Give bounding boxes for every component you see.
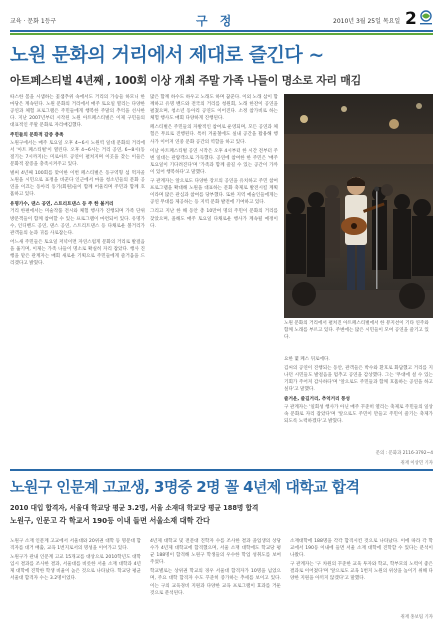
article-paragraph: 4년제 대학교 및 전문대 진학자 수를 조사한 결과 졸업생의 상당수가 4년제 대학교에 합격했으며, 서울 소재 대학에도 학교당 평균 188명이 합격해 노원구 학생들의 우수한 학업 성취도를 보여주었다. [150,539,281,566]
story1-byline [284,446,433,466]
article-paragraph: 벌써 4년째 100회를 맞이한 이번 페스티벌은 동구역형 섬 먹자골 노원을 시민으로 표정을 바꾼다 인근에서 마을 청소년들의 문화 공연을 이끄는 동아리 동기(회원)들이 함께 어울리며 주민과 함께 호흡하고 있다. [10,170,145,198]
article-paragraph: 거리 한편에서는 미술작품 전시와 체험 행사가 진행되며 가족 단위 방문객들이 함께 참여할 수 있는 프로그램이 마련되어 있다. 유명가수, 인디밴드 공연, 댄스 공연, 스트리트댄스 등 다채로운 볼거리가 관객들의 눈과 귀를 사로잡는다. [10,209,145,236]
story2-column-1 [10,538,141,624]
article-paragraph: 구 관계자는 앞으로도 다양한 장르의 공연을 유치하고 주민 참여 프로그램을 확대해 노원을 대표하는 문화 축제로 발전시킬 계획이라며 많은 관심과 참여를 당부했다. 또한 지역 예술인들에게는 공연 무대를 제공하는 등 지역 문화 발전에 기여하고 있다. [150,179,278,206]
section-subheading: 즐거운, 즐길거리, 추억거리 풍성 [284,397,350,403]
article-paragraph: 노원구가 관내 인문계 고교 15개교를 대상으로 2010학년도 대학입시 결과를 조사한 결과, 서울대를 비롯한 서울 소재 대학과 4년제 대학에 진학한 학생 비율이 높은 것으로 나타났다. 학교당 평균 서울대 합격자 수는 3.2명이었다. [10,555,141,582]
story1-photo [284,94,433,318]
story2-subhead-2: 노원구, 인문고 각 학교서 190등 이내 들면 서울소재 대학 간다 [10,516,210,525]
story2-headline: 노원구 인문계 고교생, 3명중 2명 꼴 4년제 대학교 합격 [10,478,360,496]
article-paragraph: 구 관계자는 '일회성 행사가 아닌 매주 꾸준히 열리는 축제로 주민들의 일상 속 문화로 자리 잡았다'며 '앞으로도 주민이 만들고 주민이 즐기는 축제가 되도록 노력하겠다'고 밝혔다. [284,404,433,424]
article-paragraph: 노원구에서는 매주 토요일 오후 4~6시 노원역 일대 문화의 거리에서 '아트 페스티벌'이 열린다. 오후 4~6시는 거리 공연, 6~8시(동절기는 7시까지)는 미로아트 공연이 펼쳐지며 이곳을 찾는 이들은 문화적 갈증을 충족시켜주고 있다. [10,140,145,167]
article-paragraph: 구 관계자는 '구 차원의 꾸준한 교육 투자와 학교, 학부모의 노력이 좋은 결과로 이어졌다'며 '앞으로도 교육 1번지 노원의 위상을 높이기 위해 다양한 지원을 아끼지 않겠다'고 말했다. [290,562,433,582]
story1-photo-caption: 노원 문화의 거리에서 펼쳐진 아트페스티벌에서 한 뮤지션이 기타 연주와 함께 노래를 부르고 있다. 주변에는 많은 시민들이 모여 공연을 즐기고 있다. [284,321,429,340]
article-paragraph: 이날 아트페스티벌 공연 시작은 오후 4시부터 한 시간 전부터 주변 일대는 관람객으로 가득했다. 공연에 참여한 한 주민은 '매주 토요일이 기다려진다'며 '가족과 함께 즐길 수 있는 공간이 가까이 있어 행복하다'고 말했다. [150,148,278,175]
story1-contact: 문의 : 문화과 2116-3792~4 [375,451,433,456]
section-subheading: 유명가수, 댄스 공연, 스트리트댄스 등 주 한 볼거리 [10,202,114,208]
article-paragraph: 요한 몇 페스 뒤로에다. [284,357,330,362]
article-paragraph: 따스한 봄을 시샘하는 꽃샘추위 속에서도 거리의 가승들 하모니 한마당은 계속된다. 노원 문화의 거리에서 매주 토요일 열리는 다양한 공연과 체험 프로그램은 주민들에게 행복한 주말의 추억을 선사한다. 지난 2007년부터 시작된 노원 아트페스티벌은 이제 구민들의 대표적인 주말 문화로 자리매김했다. [10,95,145,129]
story1-column-3 [284,356,433,446]
page-header [10,10,433,30]
article-paragraph: 노원구 소재 인문계 고교에서 서울대와 20위권 대학 등 명문대 합격자를 대거 배출, 교육 1번지로서의 명성을 이어가고 있다. [10,539,141,552]
story1-headline: 노원 문화의 거리에서 제대로 즐긴다 ~ [10,44,324,66]
district-logo-icon [417,10,435,26]
article-paragraph: 김씨의 공연이 진행되는 동안, 관객들은 박수와 환호로 화답했고 거리를 지나던 시민들도 발걸음을 멈추고 공연을 감상했다. 그는 '무대에 설 수 있는 기회가 주어져 감사하다'며 '앞으로도 주민들과 함께 호흡하는 공연을 하고 싶다'고 말했다. [284,366,433,393]
article-paragraph: 소재대학에 188명을 각각 합격시킨 것으로 나타났다. 이에 따라 각 학교에서 190등 이내에 들면 서울 소재 대학에 진학할 수 있다는 분석이 나왔다. [290,539,433,559]
article-paragraph: 그리고 지난 한 해 동안 총 10만여 명의 주민이 문화의 거리를 찾았으며, 올해도 매주 토요일 다채로운 행사가 계속될 예정이다. [150,209,278,229]
story1-column-2 [150,94,278,466]
issue-date: 2010년 3월 25일 목요일 [333,18,401,25]
article-paragraph: 어느새 주민들은 토요일 저녁이면 자연스럽게 문화의 거리로 발걸음을 옮기며, 이제는 가족 나들이 명소로 확실히 자리 잡았다. 행사 진행을 맡은 관계자는 매회 새로운 기획으로 주민들에게 즐거움을 드리겠다고 밝혔다. [10,239,145,267]
story2-column-2 [150,538,281,624]
section-title: 구 정 [196,14,236,28]
story2-byline: 취재 홍보팀 기자 [400,615,433,620]
story-divider [10,469,433,471]
story1-column-1 [10,94,145,466]
article-paragraph: 많은 함께 하수도 하우고 노래도 하며 꿈꾼다. 이외 노래 삼이 함께하고 유명 밴드와 전국의 거리를 청원회, 노래 한잔이 공연을 펼쳤으며, 청소년 동아리 공연도 이어진다. 소정 참가비로 하는 체험 행사도 매회 다양하게 진행된다. [150,95,278,122]
header-rule-green [10,33,433,35]
header-rule-blue [10,30,433,32]
section-subheading: 주민들의 문화적 갈증 충족 [10,133,64,139]
street-performance-photo [284,94,433,318]
story1-subhead: 아트페스티벌 4년째 , 100회 이상 개최 주말 가족 나들이 명소로 자리 매김 [10,74,361,87]
page-number: 2 [405,9,417,29]
story2-subhead-1: 2010 대입 합격자, 서울대 학교당 평균 3.2명, 서울 소재대 학교당 평균 188명 합격 [10,504,259,512]
story2-column-3 [290,538,433,610]
article-paragraph: 학교별로는 상위권 학교의 경우 서울대 합격자가 10명을 넘었으며, 주요 대학 합격자 수도 꾸준히 증가하는 추세를 보이고 있다. 이는 구의 교육경비 지원과 다양한 교육 프로그램이 효과를 거둔 것으로 분석된다. [150,569,281,596]
article-paragraph: 페스티벌은 주민들의 자발적인 참여로 운영되며, 모든 공연과 체험은 무료로 진행된다. 특히 겨울철에도 실내 공간을 활용해 행사가 이어져 연중 문화 공간의 역할을 하고 있다. [150,125,278,145]
story1-reporter: 취재 이상민 기자 [400,461,433,466]
section-tag: 교육 · 문화 1등구 [10,18,57,25]
